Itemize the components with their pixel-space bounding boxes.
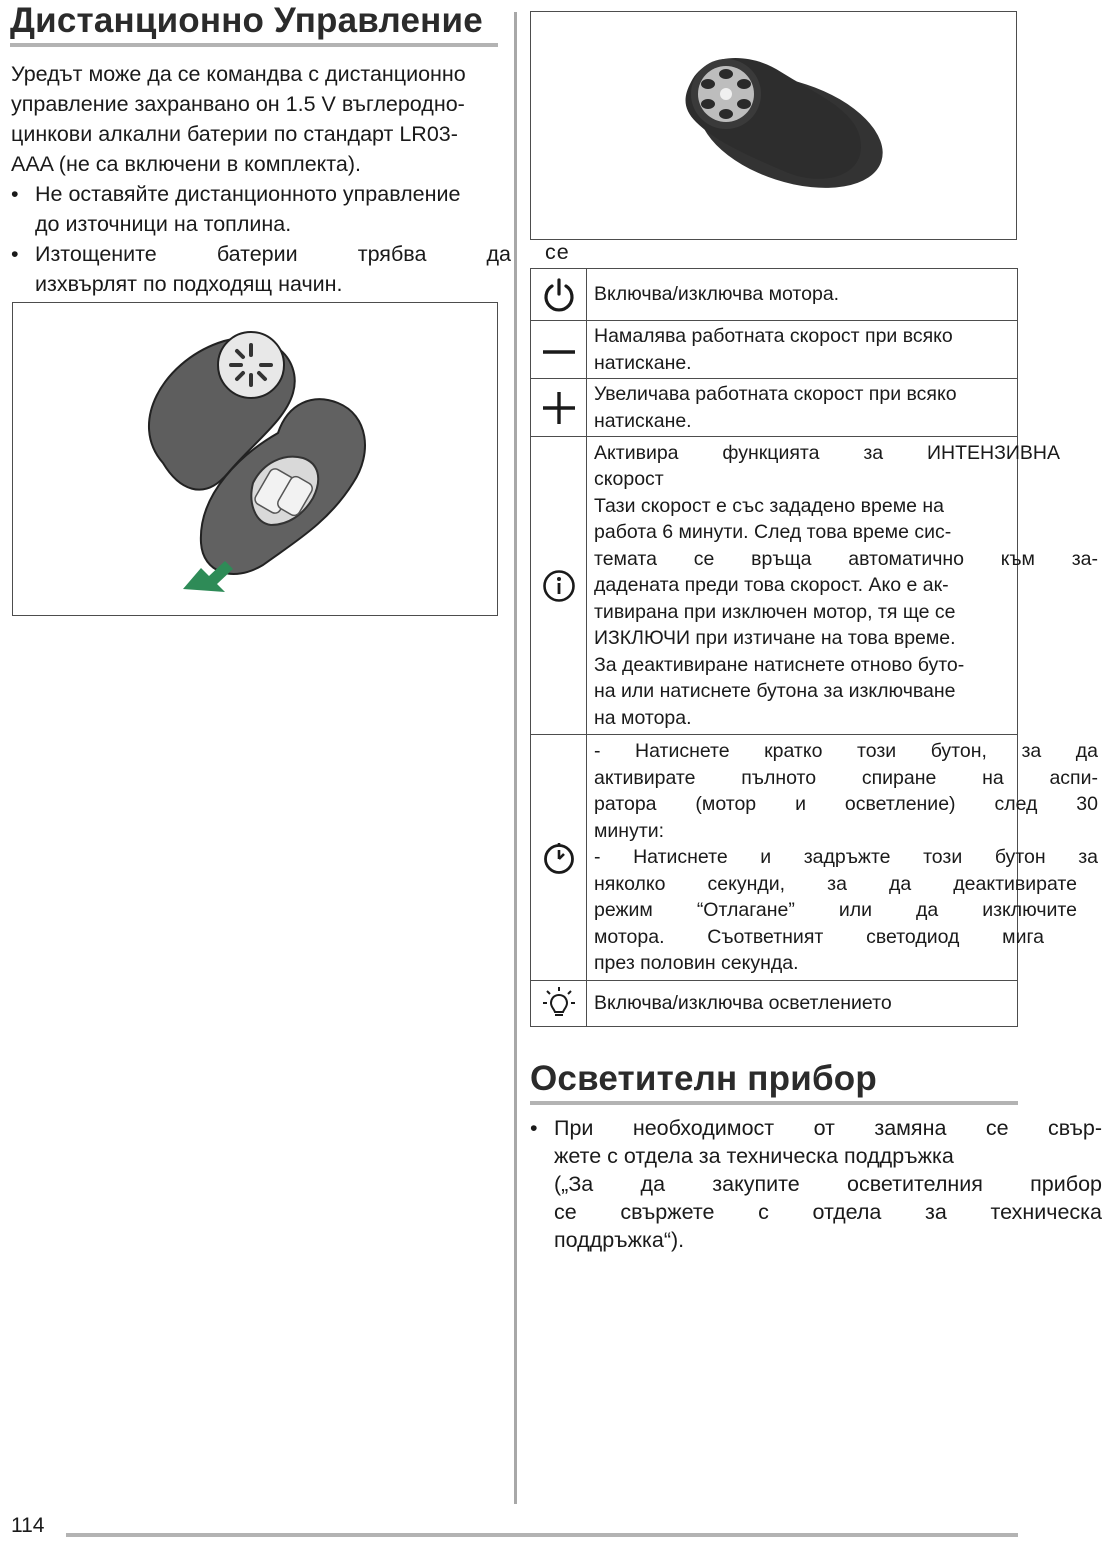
list-item [530, 1114, 1102, 1254]
warning-list [11, 179, 511, 299]
function-text: няколко секунди, за да деактивирате [594, 872, 1077, 895]
function-text: активирате пълното спиране на аспи- [594, 766, 1098, 789]
page-number: 114 [11, 1514, 45, 1537]
section-title-remote: Дистанционно Управление [10, 2, 498, 47]
function-text: ратора (мотор и осветление) след 30 [594, 793, 1098, 816]
minus-icon [541, 332, 577, 368]
function-text: - Натиснете кратко този бутон, за да [594, 740, 1098, 763]
function-text: скорост [594, 468, 664, 491]
info-icon [542, 569, 576, 603]
bullet-line: Изтощените батерии трябва да [35, 242, 511, 266]
bullet-line: („За да закупите осветителния прибор [554, 1172, 1102, 1196]
function-text: режим “Отлагане” или да изключите [594, 899, 1077, 922]
function-text: Увеличава работната скорост при всяко [594, 383, 957, 405]
bullet-line: Не оставяйте дистанционното управление [35, 182, 461, 206]
function-text: работа 6 минути. След това време сис- [594, 521, 952, 544]
column-divider [514, 12, 517, 1504]
battery-compartment-illustration [12, 302, 498, 616]
function-text: Включва/изключва мотора. [594, 283, 840, 306]
function-text: на или натиснете бутона за изключване [594, 680, 956, 703]
function-text: на мотора. [594, 706, 692, 729]
function-text: през половин секунда. [594, 952, 799, 975]
stray-text: се [545, 240, 570, 264]
table-row [531, 981, 1018, 1027]
function-text: дадената преди това скорост. Ако е ак- [594, 574, 949, 597]
timer-icon [542, 841, 576, 875]
function-text: Включва/изключва осветлението [594, 992, 892, 1015]
function-text: мотора. Съответният светодиод мига [594, 925, 1044, 948]
table-row [531, 321, 1018, 379]
function-text: тивирана при изключен мотор, тя ще се [594, 600, 956, 623]
function-text: натискане. [594, 351, 692, 374]
function-text: Активира функцията за ИНТЕНЗИВНА [594, 441, 1060, 464]
bullet-line: При необходимост от замяна се свър- [554, 1116, 1102, 1140]
lighting-list [530, 1114, 1102, 1254]
function-text: За деактивиране натиснете отново буто- [594, 653, 965, 676]
remote-functions-table [530, 268, 1098, 1027]
function-text: Тази скорост е със зададено време на [594, 494, 945, 517]
power-icon [541, 277, 577, 313]
bullet-marker: • [530, 1116, 538, 1140]
table-row [531, 437, 1018, 735]
bullet-line: до източници на топлина. [35, 212, 292, 236]
list-item [11, 239, 511, 299]
intro-line: цинкови алкални батерии по стандарт LR03- [11, 122, 458, 146]
intro-line: Уредът може да се командва с дистанционно [11, 62, 466, 86]
function-text: ИЗКЛЮЧИ при изтичане на това време. [594, 627, 956, 650]
bullet-line: изхвърлят по подходящ начин. [35, 272, 343, 296]
intro-line: AAA (не са включени в комплекта). [11, 152, 362, 176]
function-text: минути: [594, 819, 665, 842]
light-icon [541, 986, 577, 1022]
list-item [11, 179, 511, 239]
plus-icon [541, 390, 577, 426]
function-text: Намалява работната скорост при всяко [594, 325, 953, 347]
footer-rule [66, 1533, 1018, 1537]
bullet-line: поддръжка“). [554, 1228, 685, 1252]
table-row [531, 735, 1018, 981]
function-text: - Натиснете и задръжте този бутон за [594, 846, 1098, 869]
intro-line: управление захранвано он 1.5 V въглеродно- [11, 92, 465, 116]
function-text: натискане. [594, 409, 692, 432]
table-row [531, 379, 1018, 437]
section-title-lighting: Осветителн прибор [530, 1060, 1018, 1105]
remote-control-photo [530, 11, 1017, 240]
bullet-line: се свържете с отдела за техническа [554, 1200, 1102, 1224]
bullet-marker: • [11, 242, 19, 266]
table-row [531, 269, 1018, 321]
bullet-marker: • [11, 182, 19, 206]
bullet-line: жете с отдела за техническа поддръжка [554, 1144, 954, 1168]
intro-paragraph [11, 59, 523, 179]
function-text: темата се връща автоматично към за- [594, 547, 1098, 570]
